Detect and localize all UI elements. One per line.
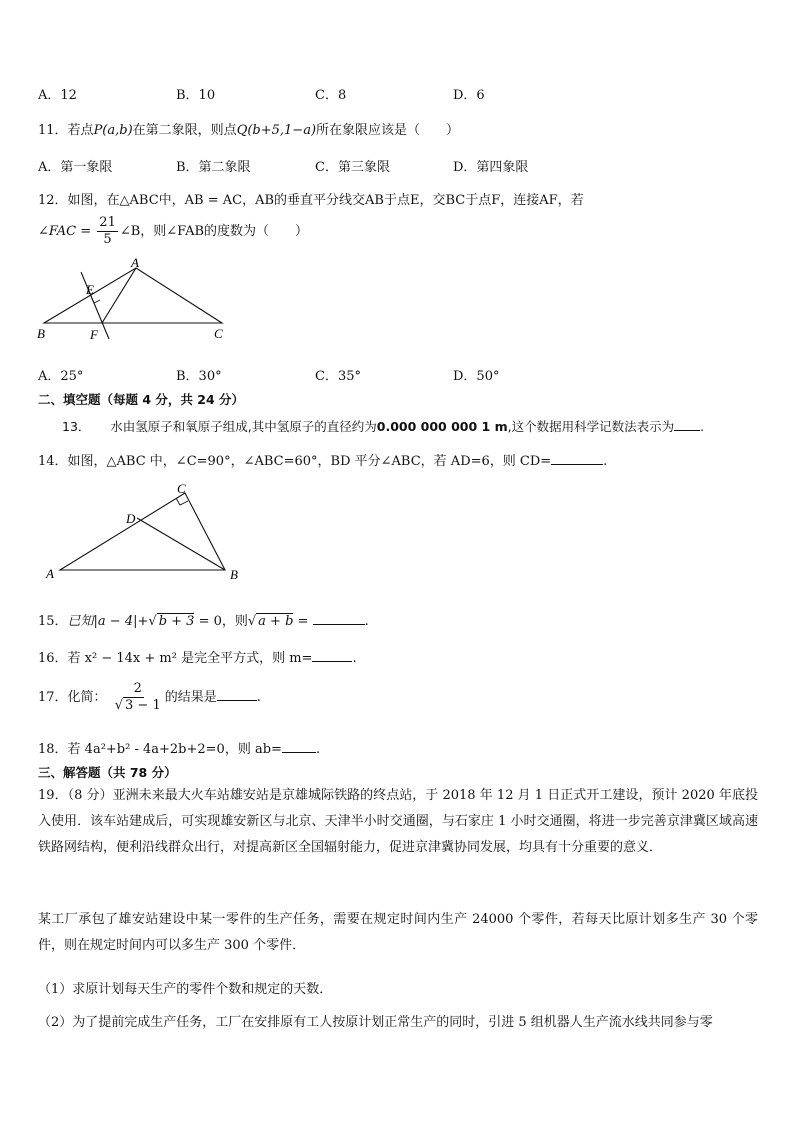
question-17 — [38, 681, 261, 714]
q12-number: 12． — [38, 193, 68, 208]
q13-text-1: 水由氢原子和氧原子组成,其中氢原子的直径约为 — [110, 419, 377, 434]
q13-answer-blank — [674, 418, 700, 431]
q11-point-p: P(a,b) — [93, 123, 133, 138]
q14-triangle-abc — [60, 493, 225, 570]
q18-text: 若 4a²+b² - 4a+2b+2=0，则 ab= — [67, 742, 282, 757]
q13-text-2: ,这个数据用科学记数法表示为 — [507, 419, 675, 434]
q19-subquestion-1: （1）求原计划每天生产的零件个数和规定的天数． — [38, 982, 333, 997]
q15-answer-blank — [313, 612, 365, 625]
q15-number: 15． — [38, 614, 68, 629]
question-13 — [62, 417, 704, 435]
q12-label-f: F — [90, 327, 98, 342]
question-15: 15．已知|a − 4|+√ b + 3 = 0，则√ a + b = . — [38, 614, 369, 629]
q11-option-b: B．第二象限 — [176, 160, 251, 175]
question-11 — [38, 119, 459, 138]
q10-option-a: A．12 — [38, 88, 77, 103]
question-16 — [38, 647, 357, 666]
q11-number: 11． — [38, 123, 68, 138]
q16-text: 若 x² − 14x + m² 是完全平方式，则 m= — [67, 651, 313, 666]
q11-option-a: A．第一象限 — [38, 160, 113, 175]
q15-radicand-1: b + 3 — [158, 614, 195, 629]
q16-answer-blank — [312, 649, 352, 662]
q14-text: 如图，△ABC 中，∠C=90°，∠ABC=60°，BD 平分∠ABC，若 AD=6，则 CD= — [67, 454, 552, 469]
q18-end: . — [315, 742, 321, 757]
q12-option-a: A．25° — [38, 369, 84, 384]
q17-text-2: 的结果是 — [164, 690, 217, 705]
q14-label-a: A — [46, 566, 54, 581]
q18-number: 18． — [38, 742, 68, 757]
q13-number: 13． — [62, 419, 91, 434]
q17-frac-den: √ 3 − 1 — [114, 698, 161, 713]
q12-label-c: C — [214, 326, 223, 341]
q12-triangle-abc — [44, 268, 222, 323]
q11-option-d: D．第四象限 — [453, 160, 529, 175]
section-3-heading: 三、解答题（共 78 分） — [38, 765, 177, 780]
q15-text-3: = — [293, 614, 309, 629]
q12-triangle-figure — [34, 258, 234, 344]
q11-point-q: Q(b+5,1−a) — [236, 123, 317, 138]
q17-frac-num: 2 — [133, 681, 142, 696]
question-18 — [38, 738, 320, 757]
q12-label-e: E — [86, 282, 94, 297]
q12-lhs: ∠FAC = — [38, 224, 92, 239]
q12-label-b: B — [37, 326, 45, 341]
q14-right-angle-mark — [176, 498, 188, 505]
q14-label-c: C — [177, 481, 186, 496]
question-12-line-1 — [38, 189, 584, 208]
q14-number: 14． — [38, 454, 68, 469]
q14-label-d: D — [126, 511, 136, 526]
q12-right-angle-mark — [91, 296, 100, 303]
q17-end: . — [256, 690, 261, 705]
q12-option-d: D．50° — [453, 369, 500, 384]
q14-end: . — [603, 454, 608, 469]
q17-text-1: 化简： — [67, 690, 107, 705]
q12-fraction — [97, 215, 118, 248]
q12-text-1: 如图，在△ABC中，AB = AC，AB的垂直平分线交AB于点E，交BC于点F，连接AF，若 — [67, 193, 584, 208]
q13-end: . — [700, 419, 705, 434]
q12-frac-den: 5 — [103, 232, 112, 247]
q10-option-b: B．10 — [176, 88, 216, 103]
q15-text-1: 已知|a − 4|+ — [67, 614, 149, 629]
q10-option-d: D．6 — [453, 88, 485, 103]
q12-option-b: B．30° — [176, 369, 222, 384]
q15-radicand-2: a + b — [258, 614, 294, 629]
q11-text-1: 若点 — [67, 123, 94, 138]
q11-text-2: 在第二象限，则点 — [132, 123, 237, 138]
question-14 — [38, 450, 607, 469]
q17-den-tail: − 1 — [133, 698, 161, 713]
q15-text-2: = 0，则 — [194, 614, 248, 629]
q12-segment-af — [102, 268, 136, 323]
q19-paragraph-2: 某工厂承包了雄安站建设中某一零件的生产任务，需要在规定时间内生产 24000 个零件，若每天比原计划多生产 30 个零件，则在规定时间内可以多生产 300 个零件． — [38, 912, 758, 953]
q12-label-a: A — [131, 258, 139, 270]
q14-answer-blank — [551, 452, 603, 465]
q11-option-c: C．第三象限 — [315, 160, 390, 175]
q12-rhs: ∠B，则∠FAB的度数为（ ） — [119, 224, 309, 239]
q13-value: 0.000 000 000 1 m — [376, 419, 508, 434]
q16-number: 16． — [38, 651, 68, 666]
q14-triangle-figure — [40, 480, 260, 585]
q19-subquestion-2: （2）为了提前完成生产任务，工厂在安排原有工人按原计划正常生产的同时，引进 5 组机器人生产流水线共同参与零 — [38, 1015, 713, 1030]
q18-answer-blank — [282, 740, 316, 753]
q12-option-c: C．35° — [315, 369, 361, 384]
q12-frac-num: 21 — [99, 215, 116, 230]
q17-answer-blank — [217, 688, 257, 701]
q17-den-radicand: 3 — [125, 698, 134, 713]
q14-label-b: B — [230, 567, 238, 582]
q11-text-3: 所在象限应该是（ ） — [316, 123, 460, 138]
q19-paragraph-1: 19．（8 分）亚洲未来最大火车站雄安站是京雄城际铁路的终点站，于 2018 年 12 月 1 日正式开工建设，预计 2020 年底投入使用．该车站建成后，可实现雄安新区与北京、天津半小时交通圈，与石家庄 1 小时交通圈，将进一步完善京津冀区域高速铁路网结构，便利沿线群众出行，对提高新区全国辐射能力，促进京津冀协同发展，均具有十分重要的意义． — [38, 788, 758, 855]
q16-end: . — [352, 651, 357, 666]
q17-fraction — [113, 681, 163, 714]
q17-number: 17． — [38, 690, 68, 705]
section-2-heading: 二、填空题（每题 4 分，共 24 分） — [38, 392, 245, 407]
q10-option-c: C．8 — [315, 88, 347, 103]
question-12-line-2 — [38, 215, 308, 248]
q15-end: . — [364, 614, 369, 629]
